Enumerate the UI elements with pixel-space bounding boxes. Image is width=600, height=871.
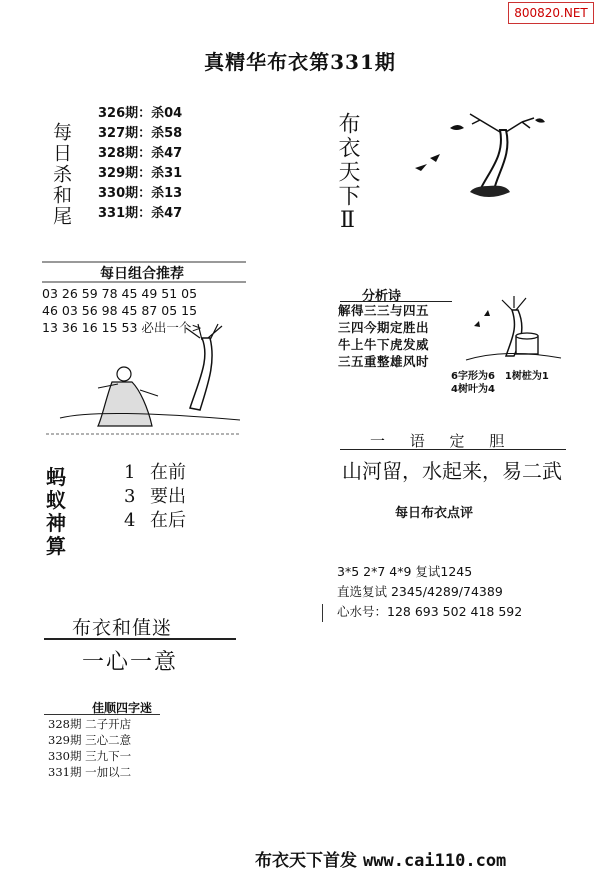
riddle-title: 布衣和值迷 <box>72 617 173 639</box>
footer-text: 布衣天下首发 <box>255 851 357 871</box>
list-item: 328期 二子开店 <box>48 717 132 731</box>
poem-line: 三四今期定胜出 <box>338 320 430 335</box>
list-item: 3 要出 <box>124 486 186 507</box>
hint-line: 4树叶为4 <box>451 384 495 395</box>
ant-heading: 蚂蚁神算 <box>46 465 66 558</box>
list-item: 329期：杀31 <box>98 166 183 181</box>
four-char-list <box>48 716 131 780</box>
list-item: 328期：杀47 <box>98 146 183 161</box>
list-item: 3*5 2*7 4*9 复试1245 <box>337 564 473 579</box>
one-word-divider <box>340 449 566 450</box>
review-list <box>337 562 522 622</box>
list-item: 331期：杀47 <box>98 206 183 221</box>
combo-title: 每日组合推荐 <box>100 266 184 282</box>
list-item: 1 在前 <box>124 462 186 483</box>
four-char-underline <box>44 714 160 715</box>
combo-section <box>42 263 242 336</box>
review-title: 每日布衣点评 <box>395 506 474 521</box>
combo-rows <box>42 285 242 336</box>
list-item: 4 在后 <box>124 510 186 531</box>
list-item: 331期 一加以二 <box>48 765 132 779</box>
site-badge[interactable]: 800820.NET <box>508 2 594 24</box>
list-item: 03 26 59 78 45 49 51 05 <box>42 286 198 301</box>
list-item: 直选复试 2345/4289/74389 <box>337 584 503 599</box>
stump-illustration <box>456 286 566 366</box>
riddle-divider <box>44 638 236 640</box>
tree-illustration <box>410 110 560 202</box>
list-item: 327期：杀58 <box>98 126 183 141</box>
analysis-hint <box>451 370 549 396</box>
list-item: 330期：杀13 <box>98 186 183 201</box>
one-word-text: 山河留，水起来，易二武 <box>342 459 562 483</box>
poem-line: 解得三三与四五 <box>338 303 430 318</box>
riddle-answer: 一心一意 <box>82 650 179 675</box>
right-column-divider <box>322 604 323 622</box>
analysis-poem <box>338 302 429 370</box>
hint-line: 6字形为6 1树桩为1 <box>451 371 549 382</box>
footer-url[interactable]: www.cai110.com <box>363 851 507 871</box>
one-word-label: 一 语 定 胆 <box>370 432 515 450</box>
daily-tail-list <box>98 104 182 224</box>
daily-tail-heading: 每日杀和尾 <box>50 122 72 227</box>
list-item: 330期 三九下一 <box>48 749 132 763</box>
footer <box>255 846 506 871</box>
list-item: 46 03 56 98 45 87 05 15 <box>42 303 198 318</box>
ant-items <box>124 461 186 533</box>
poem-line: 三五重整雄风时 <box>338 354 430 369</box>
list-item: 326期：杀04 <box>98 106 183 121</box>
poem-line: 牛上牛下虎发威 <box>338 337 430 352</box>
list-item: 329期 三心二意 <box>48 733 132 747</box>
brand-vertical-title: 布衣天下Ⅱ <box>335 112 360 235</box>
list-item: 心水号：128 693 502 418 592 <box>337 604 523 619</box>
page-title: 真精华布衣第331期 <box>204 50 396 74</box>
list-item: 13 36 16 15 53 必出一个> <box>42 320 202 335</box>
four-char-title: 佳顺四字迷 <box>92 701 153 715</box>
analysis-title: 分析诗 <box>362 289 402 304</box>
